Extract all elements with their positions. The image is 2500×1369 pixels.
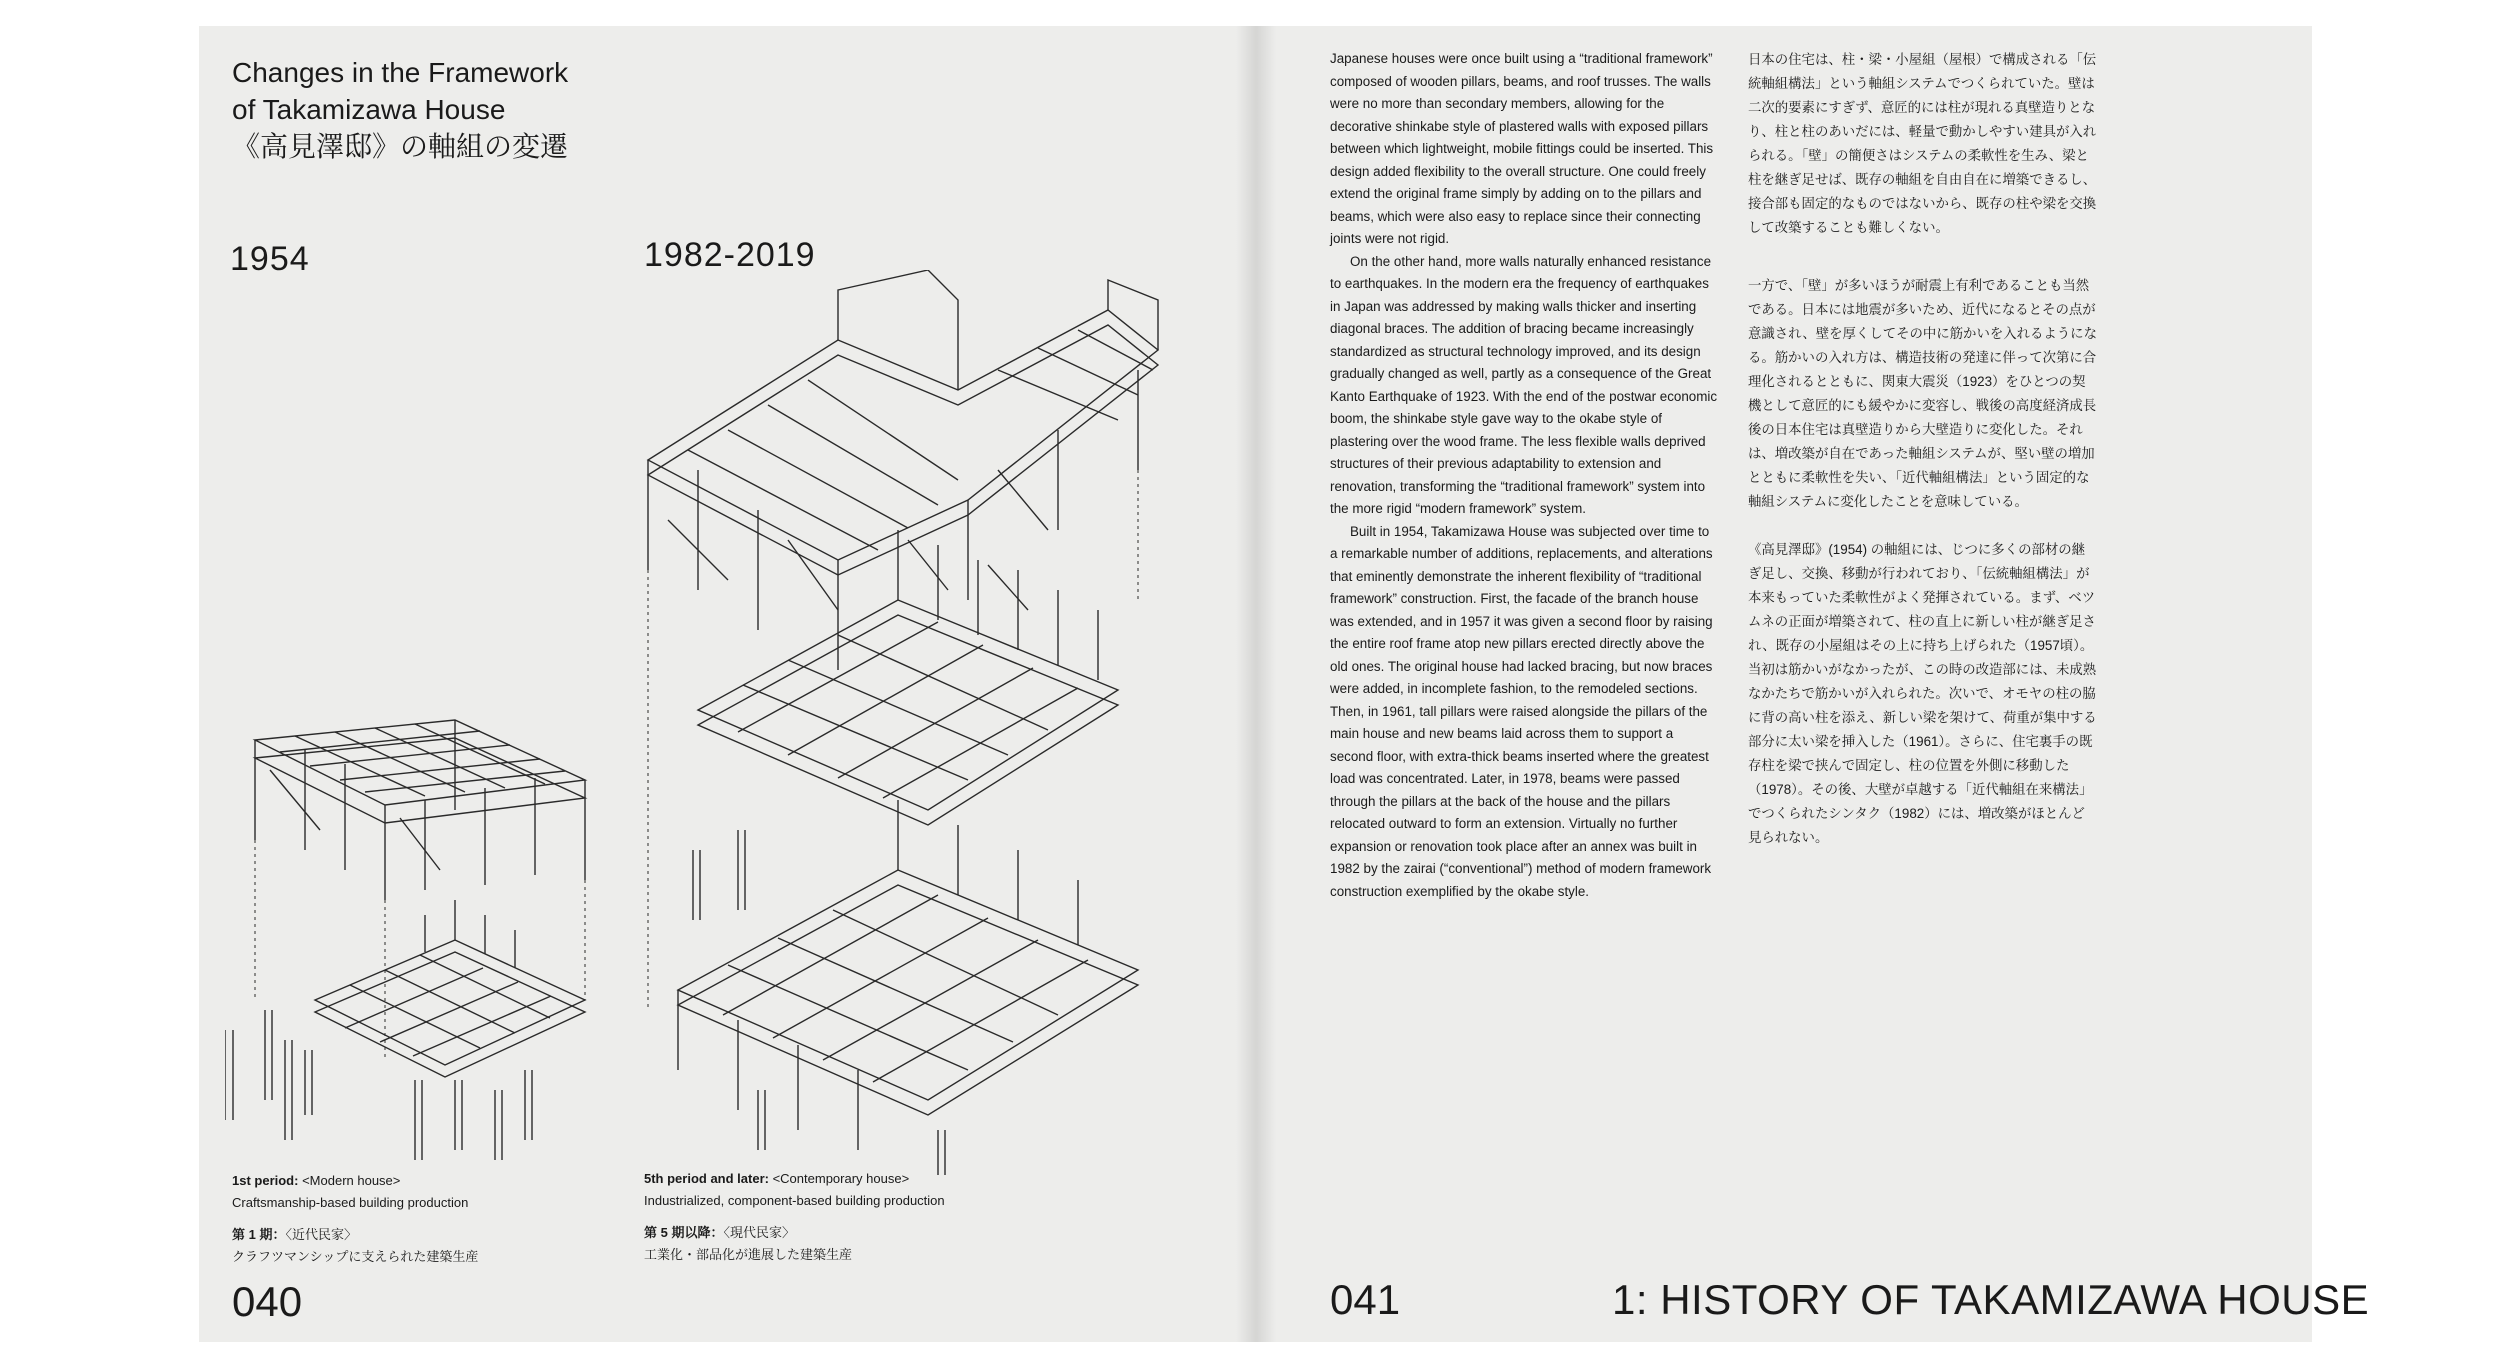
page-title xyxy=(232,54,568,165)
english-paragraph: Japanese houses were once built using a “traditional framework” composed of wooden pillars, beams, and roof trusses. The walls were no more than secondary members, allowing for the decorative shinkabe style of plastered walls with exposed pillars between which lightweight, mobile fittings could be inserted. This design added flexibility to the overall structure. One could freely extend the original frame simply by adding on to the pillars and beams, which were also easy to replace since their connecting joints were not rigid. xyxy=(1330,51,1714,246)
japanese-text-column xyxy=(1748,48,2098,874)
roof-frame-1954 xyxy=(255,720,585,900)
title-line-japanese: 《高見澤邸》の軸組の変遷 xyxy=(232,131,569,162)
caption-period-label: 1st period: xyxy=(232,1173,299,1188)
page-number-right: 041 xyxy=(1330,1276,1401,1323)
loose-pillars-late xyxy=(758,1090,945,1175)
english-paragraph: Built in 1954, Takamizawa House was subjected over time to a remarkable number of additions, replacements, and alterations that eminently demonstrate the inherent flexibility of “traditional framework” construction. First, the facade of the branch house was extended, and in 1957 it was given a second floor by raising the entire roof frame atop new pillars erected directly above the old ones. The original house had lacked bracing, but now braces were added, in incomplete fashion, to the remodeled sections. Then, in 1961, tall pillars were raised alongside the pillars of the main house and new beams laid across them to support a second floor, with extra-thick beams inserted where the greatest load was concentrated. Later, in 1978, beams were passed through the pillars at the back of the house and the pillars relocated outward to form an extension. Virtually no further expansion or renovation took place after an annex was built in 1982 by the zairai (“conventional”) method of modern framework construction exemplified by the okabe style. xyxy=(1330,523,1713,899)
title-line: Changes in the Framework xyxy=(232,57,569,88)
japanese-paragraph: 一方で、「壁」が多いほうが耐震上有利であることも当然である。日本には地震が多いため、近代になるとその点が意識され、壁を厚くしてその中に筋かいを入れるようになる。筋かいの入れ方は、構造技術の発達に伴って次第に合理化されるとともに、関東大震災（1923）をひとつの契機として意匠的にも緩やかに変容し、戦後の高度経済成長後の日本住宅は真壁造りから大壁造りに変化した。それは、増改築が自在であった軸組システムが、堅い壁の増加とともに柔軟性を失い、「近代軸組構法」という固定的な軸組システムに変化したことを意味している。 xyxy=(1748,278,2097,509)
year-label-early: 1954 xyxy=(230,240,310,278)
japanese-paragraph: 日本の住宅は、柱・梁・小屋組（屋根）で構成される「伝統軸組構法」という軸組システムでつくられていた。壁は二次的要素にすぎず、意匠的には柱が現れる真壁造りとなり、柱と柱のあいだには、軽量で動かしやすい建具が入れられる。「壁」の簡便さはシステムの柔軟性を生み、梁と柱を継ぎ足せば、既存の軸組を自由自在に増築できるし、接合部も固定的なものではないから、既存の柱や梁を交換して改築することも難しくない。 xyxy=(1748,52,2097,235)
caption-period-name: <Modern house> xyxy=(298,1173,401,1188)
caption-period-name-japanese: 〈近代民家〉 xyxy=(285,1227,357,1242)
second-floor-frame xyxy=(698,530,1118,825)
framework-drawing-1982-2019 xyxy=(638,270,1178,1180)
caption-description: Industrialized, component-based building production xyxy=(644,1193,945,1208)
framework-drawing-1954 xyxy=(225,700,605,1170)
caption-description: Craftsmanship-based building production xyxy=(232,1195,469,1210)
english-text-column xyxy=(1330,48,1718,903)
roof-level-frame xyxy=(648,270,1158,670)
caption-period-name: <Contemporary house> xyxy=(768,1171,910,1186)
running-head: 1: HISTORY OF TAKAMIZAWA HOUSE xyxy=(1612,1276,2370,1323)
caption-description-japanese: 工業化・部品化が進展した建築生産 xyxy=(644,1247,853,1262)
caption-period-label: 5th period and later: xyxy=(644,1171,769,1186)
book-gutter xyxy=(1236,26,1276,1342)
caption-late-period xyxy=(644,1168,945,1266)
caption-period-label-japanese: 第 5 期以降： xyxy=(644,1225,724,1240)
caption-early-period xyxy=(232,1170,478,1268)
caption-period-name-japanese: 〈現代民家〉 xyxy=(723,1225,795,1240)
first-floor-frame xyxy=(678,800,1138,1150)
year-label-late: 1982-2019 xyxy=(644,236,816,274)
japanese-paragraph: 《高見澤邸》(1954) の軸組には、じつに多くの部材の継ぎ足し、交換、移動が行われており、「伝統軸組構法」が本来もっていた柔軟性がよく発揮されている。まず、ベツムネの正面が増築されて、柱の直上に新しい柱が継ぎ足され、既存の小屋組はその上に持ち上げられた（1957頃）。当初は筋かいがなかったが、この時の改造部には、未成熟なかたちで筋かいが入れられた。次いで、オモヤの柱の脇に背の高い柱を添え、新しい梁を架けて、荷重が集中する部分に太い梁を挿入した（1961）。さらに、住宅裏手の既存柱を梁で挟んで固定し、柱の位置を外側に移動した（1978）。その後、大壁が卓越する「近代軸組在来構法」でつくられたシンタク（1982）には、増改築がほとんど見られない。 xyxy=(1748,542,2097,845)
projection-lines-late xyxy=(648,470,1138,1010)
title-line: of Takamizawa House xyxy=(232,94,506,125)
page-number-left: 040 xyxy=(232,1278,303,1325)
caption-period-label-japanese: 第 1 期： xyxy=(232,1227,286,1242)
floor-frame-1954 xyxy=(315,900,585,1077)
english-paragraph: On the other hand, more walls naturally enhanced resistance to earthquakes. In the modern era the frequency of earthquakes in Japan was addressed by making walls thicker and inserting diagonal braces. The addition of bracing became increasingly standardized as structural technology improved, and its design gradually changed as well, partly as a consequence of the Great Kanto Earthquake of 1923. With the end of the postwar economic boom, the shinkabe style gave way to the okabe style of plastering over the wood frame. The less flexible walls deprived structures of their previous adaptability to extension and renovation, transforming the “traditional framework” system into the more rigid “modern framework” system. xyxy=(1330,253,1718,516)
caption-description-japanese: クラフツマンシップに支えられた建築生産 xyxy=(232,1249,479,1264)
